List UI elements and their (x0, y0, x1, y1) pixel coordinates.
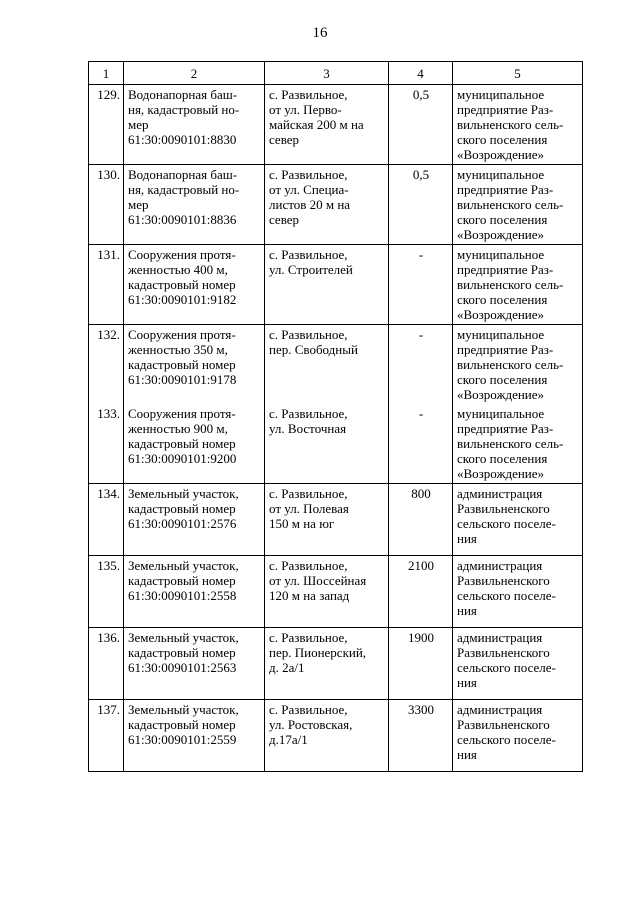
object-name: Земельный участок, кадастровый номер 61:30:0090101:2559 (124, 700, 265, 772)
object-quantity: 3300 (389, 700, 453, 772)
row-number: 130. (89, 165, 124, 245)
object-location: с. Развильное, ул. Строителей (265, 245, 389, 325)
object-holder: муниципальное предприятие Раз- вильненского сель- ского поселения «Возрождение» (453, 85, 583, 165)
page-number: 16 (312, 25, 328, 41)
object-quantity: - (389, 245, 453, 325)
object-quantity: - (389, 325, 453, 405)
object-quantity: 1900 (389, 628, 453, 700)
object-location: с. Развильное, от ул. Шоссейная 120 м на запад (265, 556, 389, 628)
table-row (89, 484, 583, 556)
row-number: 129. (89, 85, 124, 165)
column-header: 3 (265, 62, 389, 85)
object-holder: муниципальное предприятие Раз- вильненского сель- ского поселения «Возрождение» (453, 325, 583, 405)
row-number: 135. (89, 556, 124, 628)
object-name: Сооружения протя- женностью 400 м, кадастровый номер 61:30:0090101:9182 (124, 245, 265, 325)
row-number: 134. (89, 484, 124, 556)
object-holder: администрация Развильненского сельского поселе- ния (453, 556, 583, 628)
column-header: 5 (453, 62, 583, 85)
object-name: Водонапорная баш- ня, кадастровый но- мер 61:30:0090101:8836 (124, 165, 265, 245)
table-header-row (89, 62, 583, 85)
table-row (89, 700, 583, 772)
object-quantity: - (389, 404, 453, 484)
table-row (89, 628, 583, 700)
object-quantity: 0,5 (389, 165, 453, 245)
object-location: с. Развильное, пер. Свободный (265, 325, 389, 405)
object-name: Водонапорная баш- ня, кадастровый но- мер 61:30:0090101:8830 (124, 85, 265, 165)
object-name: Сооружения протя- женностью 350 м, кадастровый номер 61:30:0090101:9178 (124, 325, 265, 405)
object-location: с. Развильное, от ул. Полевая 150 м на юг (265, 484, 389, 556)
column-header: 4 (389, 62, 453, 85)
object-holder: администрация Развильненского сельского поселе- ния (453, 628, 583, 700)
row-number: 133. (89, 404, 124, 484)
object-quantity: 2100 (389, 556, 453, 628)
row-number: 132. (89, 325, 124, 405)
object-location: с. Развильное, пер. Пионерский, д. 2а/1 (265, 628, 389, 700)
table-row (89, 404, 583, 484)
object-location: с. Развильное, от ул. Специа- листов 20 м на север (265, 165, 389, 245)
object-quantity: 800 (389, 484, 453, 556)
object-name: Земельный участок, кадастровый номер 61:30:0090101:2576 (124, 484, 265, 556)
object-name: Земельный участок, кадастровый номер 61:30:0090101:2558 (124, 556, 265, 628)
table-row (89, 85, 583, 165)
object-quantity: 0,5 (389, 85, 453, 165)
object-name: Земельный участок, кадастровый номер 61:30:0090101:2563 (124, 628, 265, 700)
row-number: 137. (89, 700, 124, 772)
object-holder: администрация Развильненского сельского поселе- ния (453, 484, 583, 556)
object-holder: муниципальное предприятие Раз- вильненского сель- ского поселения «Возрождение» (453, 404, 583, 484)
row-number: 131. (89, 245, 124, 325)
table-row (89, 165, 583, 245)
object-location: с. Развильное, ул. Восточная (265, 404, 389, 484)
table-row (89, 245, 583, 325)
table-row (89, 325, 583, 405)
object-holder: муниципальное предприятие Раз- вильненского сель- ского поселения «Возрождение» (453, 245, 583, 325)
object-holder: администрация Развильненского сельского поселе- ния (453, 700, 583, 772)
object-holder: муниципальное предприятие Раз- вильненского сель- ского поселения «Возрождение» (453, 165, 583, 245)
column-header: 1 (89, 62, 124, 85)
property-table (88, 61, 583, 772)
row-number: 136. (89, 628, 124, 700)
column-header: 2 (124, 62, 265, 85)
object-location: с. Развильное, от ул. Перво- майская 200 м на север (265, 85, 389, 165)
object-name: Сооружения протя- женностью 900 м, кадастровый номер 61:30:0090101:9200 (124, 404, 265, 484)
table-row (89, 556, 583, 628)
object-location: с. Развильное, ул. Ростовская, д.17а/1 (265, 700, 389, 772)
